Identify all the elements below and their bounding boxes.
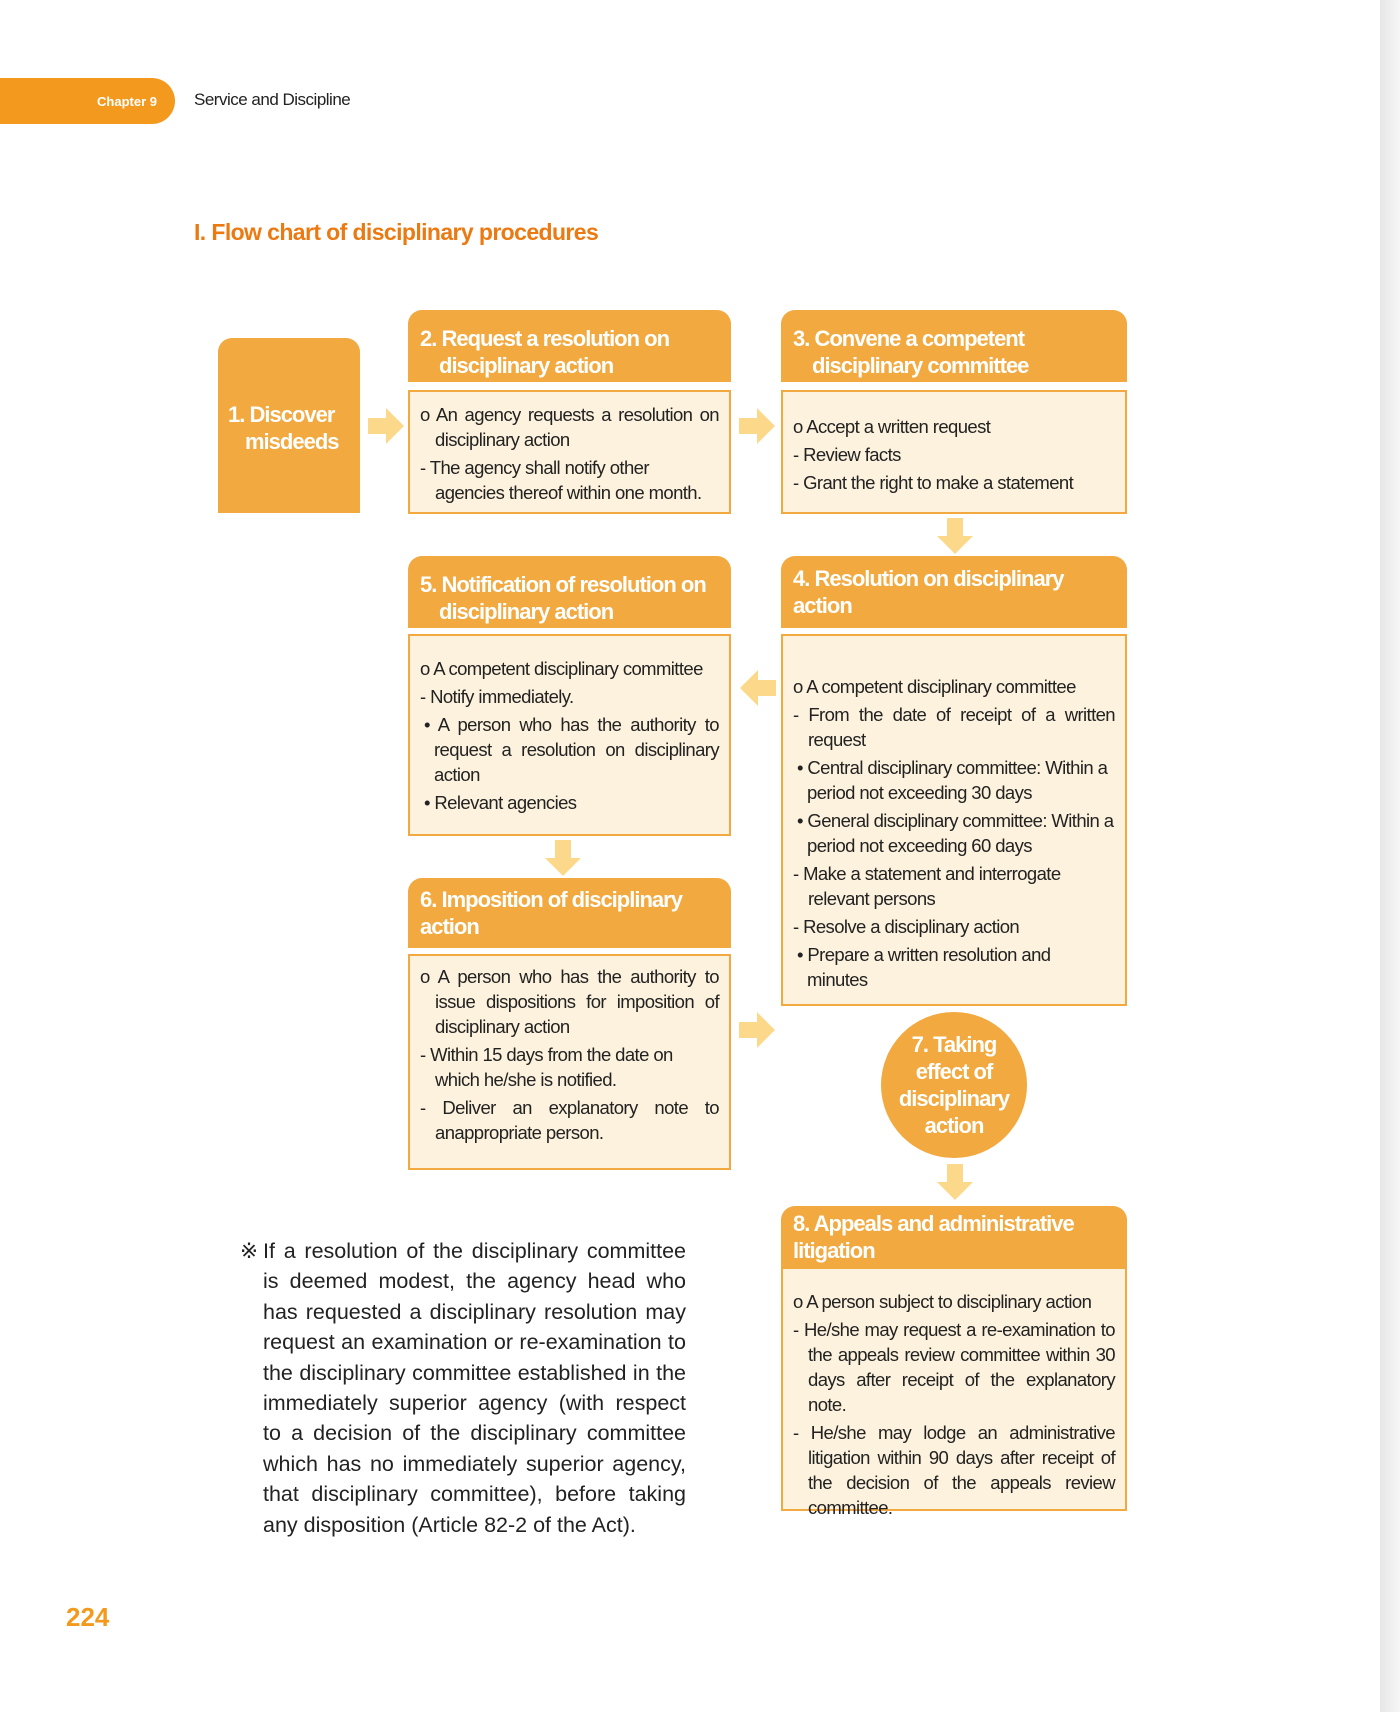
chapter-title: Service and Discipline: [194, 90, 351, 109]
step6-body: [408, 954, 731, 1170]
reference-mark: ※: [240, 1239, 259, 1263]
step6-header: [408, 878, 731, 948]
step2-item: o An agency requests a resolution on disciplinary action: [420, 404, 719, 450]
step7-line1: 7. Taking: [911, 1032, 997, 1057]
step2-title-line1: 2. Request a resolution on: [420, 326, 670, 351]
step4-item: • Prepare a written resolution and minutes: [797, 944, 1051, 990]
step4-item: • General disciplinary committee: Within a period not exceeding 60 days: [797, 810, 1114, 856]
step4-title: 4. Resolution on disciplinary action: [793, 566, 1064, 618]
step5-item: - Notify immediately.: [420, 686, 574, 707]
step8-title: 8. Appeals and administrative litigation: [793, 1211, 1074, 1263]
arrow-left-icon: [740, 670, 776, 706]
step6-item: o A person who has the authority to issue dispositions for imposition of disciplinary action: [420, 966, 719, 1037]
step8-body: [781, 1267, 1127, 1518]
step5-title-line2: disciplinary action: [439, 599, 614, 624]
step5-item: • Relevant agencies: [424, 792, 577, 813]
step2-header: [408, 310, 731, 382]
step8-header: [781, 1206, 1127, 1268]
footnote-text: If a resolution of the disciplinary committee is deemed modest, the agency head who has requested a disciplinary resolution may request an examination or re-examination to the disciplinary committee established in the immediately superior agency (with respect to a decision of the disciplinary committee which has no immediately superior agency, that disciplinary committee), before taking any disposition (Article 82-2 of the Act).: [263, 1239, 686, 1537]
arrow-right-icon: [739, 408, 775, 444]
step4-header: [781, 556, 1127, 628]
step3-header: [781, 310, 1127, 382]
step7-line2: effect of: [915, 1059, 993, 1084]
step5-body: [408, 634, 731, 836]
step6-item: - Deliver an explanatory note to anappropriate person.: [420, 1097, 719, 1143]
step7-taking-effect: [881, 1012, 1027, 1158]
arrow-down-icon: [937, 1164, 973, 1200]
step1-line2: misdeeds: [245, 429, 339, 454]
arrow-down-icon: [937, 518, 973, 554]
step7-line4: action: [924, 1113, 984, 1138]
page-number: 224: [66, 1602, 110, 1632]
step8-item: - He/she may lodge an administrative litigation within 90 days after receipt of the decision of the appeals review committee.: [793, 1422, 1115, 1518]
chapter-label: Chapter 9: [97, 93, 157, 109]
step8-item: o A person subject to disciplinary action: [793, 1291, 1092, 1312]
step2-title-line2: disciplinary action: [439, 353, 614, 378]
step2-body: [408, 390, 731, 514]
step2-item: - The agency shall notify other agencies thereof within one month.: [420, 457, 702, 503]
step4-item: o A competent disciplinary committee: [793, 676, 1076, 697]
step3-item: - Grant the right to make a statement: [793, 472, 1074, 493]
step5-header: [408, 556, 731, 628]
step6-title: 6. Imposition of disciplinary action: [420, 887, 682, 939]
step4-body: [781, 634, 1127, 1006]
step7-line3: disciplinary: [898, 1086, 1010, 1111]
section-title: I. Flow chart of disciplinary procedures: [194, 219, 599, 245]
step5-item: o A competent disciplinary committee: [420, 658, 703, 679]
step8-item: - He/she may request a re-examination to the appeals review committee within 30 days after receipt of the explanatory note.: [793, 1319, 1115, 1415]
arrow-right-icon: [368, 408, 404, 444]
step3-item: o Accept a written request: [793, 416, 991, 437]
step3-item: - Review facts: [793, 444, 901, 465]
footnote: [240, 1236, 686, 1540]
step3-body: [781, 390, 1127, 514]
step5-item: • A person who has the authority to request a resolution on disciplinary action: [424, 714, 719, 785]
arrow-right-icon: [739, 1012, 775, 1048]
chapter-tab: [0, 78, 175, 124]
step3-title-line1: 3. Convene a competent: [793, 326, 1025, 351]
step4-item: - Resolve a disciplinary action: [793, 916, 1020, 937]
step4-item: - Make a statement and interrogate relevant persons: [793, 863, 1061, 909]
page-edge: [1380, 0, 1400, 1712]
step3-title-line2: disciplinary committee: [812, 353, 1029, 378]
step6-item: - Within 15 days from the date on which he/she is notified.: [420, 1044, 673, 1090]
arrow-down-icon: [545, 840, 581, 876]
step4-item: - From the date of receipt of a written request: [793, 704, 1115, 750]
step4-item: • Central disciplinary committee: Within a period not exceeding 30 days: [797, 757, 1108, 803]
step1-line1: 1. Discover: [228, 402, 335, 427]
step5-title-line1: 5. Notification of resolution on: [420, 572, 706, 597]
step1-discover-misdeeds: [218, 338, 360, 513]
